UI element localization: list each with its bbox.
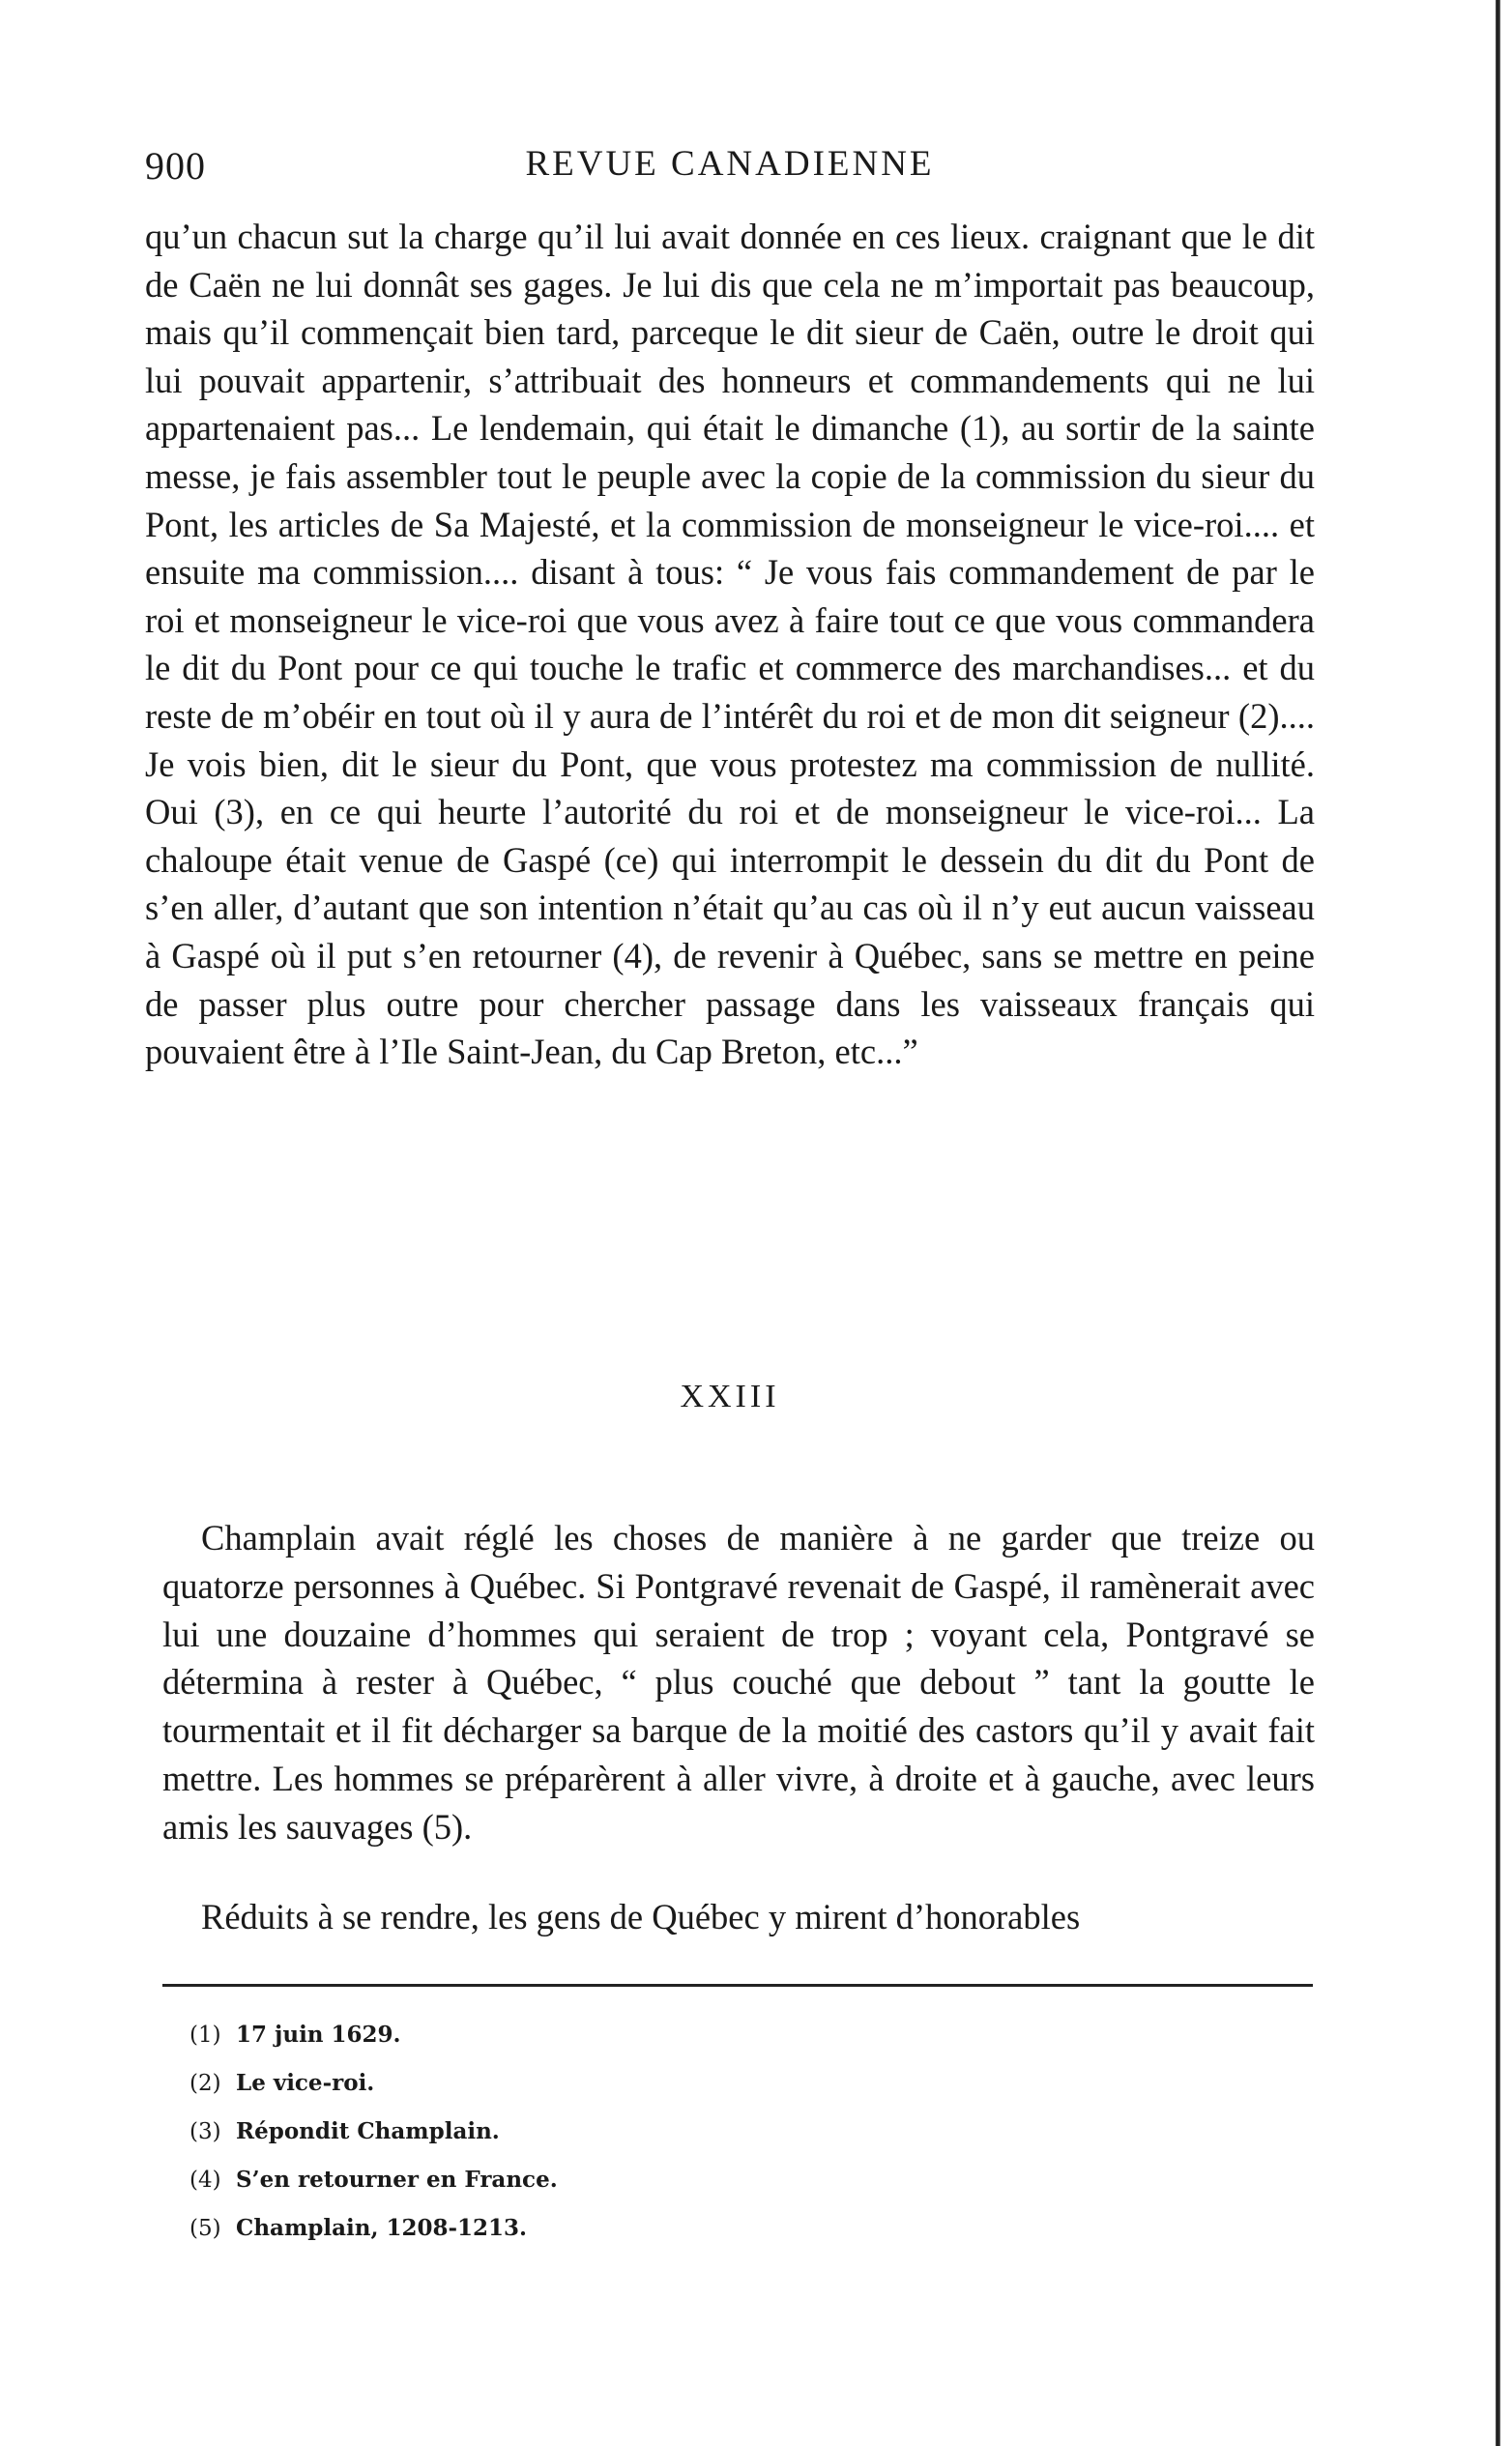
footnote-item <box>189 2166 1060 2214</box>
footnote-item <box>189 2214 1060 2262</box>
page-edge-shadow <box>1496 0 1500 2446</box>
section-heading: XXIII <box>680 1379 780 1414</box>
footnote-text: 17 juin 1629. <box>236 2022 401 2048</box>
footnote-text: Le vice-roi. <box>236 2070 375 2096</box>
running-title: REVUE CANADIENNE <box>525 144 935 184</box>
footnote-text: Champlain, 1208-1213. <box>236 2215 528 2241</box>
footnote-text: S’en retourner en France. <box>236 2167 558 2193</box>
footnote-item <box>189 2021 1060 2069</box>
page-number: 900 <box>145 144 206 188</box>
paragraph-champlain: Champlain avait réglé les choses de manière à ne garder que treize ou quatorze personnes à Québec. Si Pontgravé revenait de Gaspé, il ramènerait avec lui une douzaine d’hommes qui seraient de trop ; voyant cela, Pontgravé se détermina à rester à Québec, “ plus couché que debout ” tant la goutte le tourmentait et il fit décharger sa barque de la moitié des castors qu’il y avait fait mettre. Les hommes se préparèrent à aller vivre, à droite et à gauche, avec leurs amis les sauvages (5). <box>162 1518 1315 1847</box>
footnote-mark: (5) <box>189 2216 221 2241</box>
footnote-mark: (3) <box>189 2119 221 2144</box>
page-header <box>145 143 1315 191</box>
paragraph-continued: qu’un chacun sut la charge qu’il lui avait donnée en ces lieux. craignant que le dit de Caën ne lui donnât ses gages. Je lui dis que cela ne m’importait pas beaucoup, mais qu’il commençait bien tard, parceque le dit sieur de Caën, outre le droit qui lui pouvait appartenir, s’attribuait des honneurs et commandements qui ne lui appartenaient pas... Le lendemain, qui était le dimanche (1), au sortir de la sainte messe, je fais assembler tout le peuple avec la copie de la commission du sieur du Pont, les articles de Sa Majesté, et la commission de monseigneur le vice-roi.... et ensuite ma commission.... disant à tous: “ Je vous fais commandement de par le roi et monseigneur le vice-roi que vous avez à faire tout ce que vous commandera le dit du Pont pour ce qui touche le trafic et commerce des marchandises... et du reste de m’obéir en tout où il y aura de l’intérêt du roi et de mon dit seigneur (2).... Je vois bien, dit le sieur du Pont, que vous protestez ma commission de nullité. Oui (3), en ce qui heurte l’autorité du roi et de monseigneur le vice-roi... La chaloupe était venue de Gaspé (ce) qui interrompit le dessein du dit du Pont de s’en aller, d’autant que son intention n’était qu’au cas où il n’y eut aucun vaisseau à Gaspé où il put s’en retourner (4), de revenir à Québec, sans se mettre en peine de passer plus outre pour chercher passage dans les vaisseaux français qui pouvaient être à l’Ile Saint-Jean, du Cap Breton, etc...” <box>145 217 1315 1072</box>
footnotes-list <box>189 2021 1060 2262</box>
footnote-divider <box>162 1984 1313 1987</box>
footnote-mark: (2) <box>189 2071 221 2096</box>
footnote-mark: (1) <box>189 2023 221 2048</box>
paragraph-reduits: Réduits à se rendre, les gens de Québec y mirent d’honorables <box>201 1897 1081 1936</box>
footnote-item <box>189 2069 1060 2117</box>
footnote-mark: (4) <box>189 2168 221 2193</box>
footnote-text: Répondit Champlain. <box>236 2118 500 2144</box>
footnote-item <box>189 2117 1060 2166</box>
